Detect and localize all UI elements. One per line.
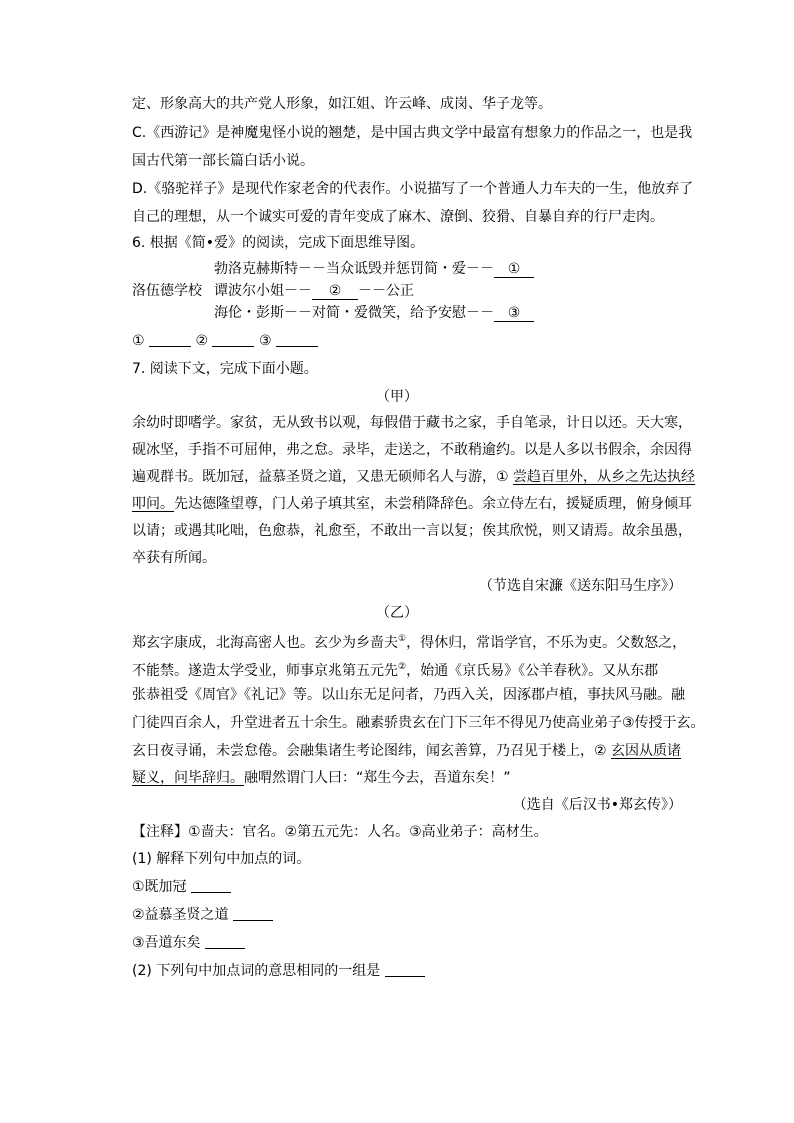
yi-line-2-text: 不能禁。遂造太学受业，师事京兆第五元先 bbox=[132, 663, 398, 679]
branch-3-text: 海伦・彭斯－－对简・爱微笑，给予安慰－－ bbox=[214, 305, 494, 321]
answer-blank-1c[interactable] bbox=[205, 934, 245, 949]
footnote-marker-2: ② bbox=[398, 662, 407, 672]
answer-blank-1b[interactable] bbox=[233, 906, 273, 921]
yi-line-1-text: 郑玄字康成，北海高密人也。玄少为乡啬夫 bbox=[132, 635, 398, 651]
yi-line-5-text: 玄日夜寻诵，未尝怠倦。会融集诸生考论图纬，闻玄善算，乃召见于楼上，② bbox=[132, 743, 611, 759]
mindmap-branch-2 bbox=[214, 281, 414, 301]
yi-line-6 bbox=[132, 768, 511, 788]
sub-question-2 bbox=[132, 961, 425, 981]
jia-line-4 bbox=[132, 494, 692, 514]
jia-line-3 bbox=[132, 467, 695, 487]
sub-question-1b-text: ②益慕圣贤之道 bbox=[132, 907, 234, 923]
mindmap-branch-3 bbox=[214, 303, 534, 323]
answer-blank-2[interactable] bbox=[385, 962, 425, 977]
sub-question-1a bbox=[132, 877, 231, 897]
blank-2[interactable]: ② bbox=[312, 283, 358, 300]
footnote-marker-1: ① bbox=[398, 634, 407, 644]
question-6-answers bbox=[132, 331, 318, 351]
underlined-sentence-2-end: 疑义，问毕辞归。 bbox=[132, 770, 244, 786]
yi-line-3: 张恭祖受《周官》《礼记》等。以山东无足问者，乃西入关，因涿郡卢植，事扶风马融。融 bbox=[132, 687, 685, 703]
jia-line-6: 卒获有所闻。 bbox=[132, 550, 216, 566]
answer-label-3: ③ bbox=[258, 333, 272, 349]
answer-blank-1a[interactable] bbox=[191, 878, 231, 893]
yi-line-5 bbox=[132, 741, 681, 761]
annotation-note: 【注释】①啬夫：官名。②第五元先：人名。③高业弟子：高材生。 bbox=[132, 824, 548, 840]
option-b-continuation: 定、形象高大的共产党人形象，如江姐、许云峰、成岗、华子龙等。 bbox=[132, 96, 552, 112]
option-c-line-2: 国古代第一部长篇白话小说。 bbox=[132, 153, 314, 169]
yi-line-1-text-2: ，得休归，常诣学官，不乐为吏。父数怒之， bbox=[406, 635, 687, 651]
jia-line-3-text: 遍观群书。既加冠，益慕圣贤之道，又患无硕师名人与游，① bbox=[132, 469, 513, 485]
yi-line-1 bbox=[132, 629, 686, 653]
sub-question-2-text: (2) 下列句中加点词的意思相同的一组是 bbox=[132, 963, 385, 979]
sub-question-1c-text: ③吾道东矣 bbox=[132, 935, 206, 951]
option-d-line-2: 自己的理想，从一个诚实可爱的青年变成了麻木、潦倒、狡猾、自暴自弃的行尸走肉。 bbox=[132, 209, 664, 225]
question-7-title: 7. 阅读下文，完成下面小题。 bbox=[132, 361, 318, 377]
branch-1-text: 勃洛克赫斯特－－当众诋毁并惩罚简・爱－－ bbox=[214, 261, 494, 277]
underlined-sentence-2: 玄因从质诸 bbox=[611, 743, 681, 759]
answer-label-1: ① bbox=[132, 333, 145, 349]
jia-line-1: 余幼时即嗜学。家贫，无从致书以观，每假借于藏书之家，手自笔录，计日以还。天大寒， bbox=[132, 415, 692, 431]
question-6-title: 6. 根据《简•爱》的阅读，完成下面思维导图。 bbox=[132, 235, 425, 251]
jia-line-5: 以请；或遇其叱咄，色愈恭，礼愈至，不敢出一言以复；俟其欣悦，则又请焉。故余虽愚， bbox=[132, 523, 692, 539]
branch-2-text: 谭波尔小姐－－ bbox=[214, 283, 312, 299]
yi-line-2-text-2: ，始通《京氏易》《公羊春秋》。又从东郡 bbox=[406, 663, 659, 679]
yi-line-6-text: 融喟然谓门人曰：“郑生今去，吾道东矣！” bbox=[244, 770, 511, 786]
jia-source: （节选自宋濂《送东阳马生序》） bbox=[479, 578, 682, 594]
blank-3[interactable]: ③ bbox=[494, 305, 534, 322]
option-d-line-1: D.《骆驼祥子》是现代作家老舍的代表作。小说描写了一个普通人力车夫的一生，他放弃了 bbox=[132, 181, 694, 197]
jia-line-2: 砚冰坚，手指不可屈伸，弗之怠。录毕，走送之，不敢稍逾约。以是人多以书假余，余因得 bbox=[132, 442, 692, 458]
sub-question-1b bbox=[132, 905, 273, 925]
yi-line-2 bbox=[132, 657, 658, 681]
sub-question-1-title: (1) 解释下列句中加点的词。 bbox=[132, 851, 311, 867]
mindmap-branch-1 bbox=[214, 259, 534, 279]
answer-blank-1[interactable] bbox=[149, 332, 191, 347]
jia-line-4-text: 先达德隆望尊，门人弟子填其室，未尝稍降辞色。余立侍左右，援疑质理，俯身倾耳 bbox=[174, 496, 692, 512]
option-c-line-1: C.《西游记》是神魔鬼怪小说的翘楚，是中国古典文学中最富有想象力的作品之一，也是我 bbox=[132, 125, 693, 141]
blank-1[interactable]: ① bbox=[494, 261, 534, 278]
yi-line-4: 门徒四百余人，升堂进者五十余生。融素骄贵玄在门下三年不得见乃使高业弟子③传授于玄。 bbox=[132, 715, 705, 731]
branch-2-suffix: －－公正 bbox=[358, 283, 414, 299]
mindmap-root: 洛伍德学校 bbox=[132, 283, 202, 299]
answer-blank-3[interactable] bbox=[276, 332, 318, 347]
passage-jia-heading: （甲） bbox=[376, 389, 418, 405]
yi-source: （选自《后汉书•郑玄传》） bbox=[512, 797, 682, 813]
answer-blank-2[interactable] bbox=[212, 332, 254, 347]
sub-question-1a-text: ①既加冠 bbox=[132, 879, 192, 895]
underlined-sentence-1-end: 叩问。 bbox=[132, 496, 174, 512]
passage-yi-heading: （乙） bbox=[376, 605, 418, 621]
sub-question-1c bbox=[132, 933, 245, 953]
underlined-sentence-1: 尝趋百里外，从乡之先达执经 bbox=[513, 469, 695, 485]
answer-label-2: ② bbox=[195, 333, 209, 349]
